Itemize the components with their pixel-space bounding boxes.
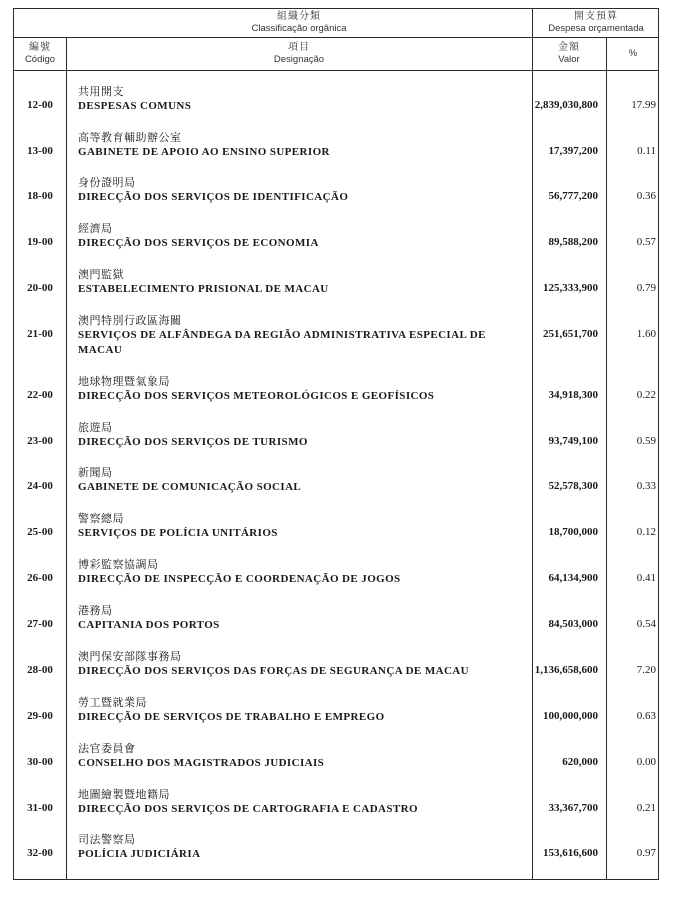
row-name-zh: 經濟局 [78, 223, 113, 235]
row-code: 28-00 [27, 664, 53, 676]
row-value: 17,397,200 [548, 145, 598, 157]
row-name-pt: ESTABELECIMENTO PRISIONAL DE MACAU [78, 283, 329, 296]
row-percent: 0.57 [636, 236, 656, 248]
row-name-zh: 身份證明局 [78, 177, 136, 189]
amount-header [532, 42, 606, 65]
header-divider-1 [14, 37, 658, 38]
row-value: 1,136,658,600 [534, 664, 598, 676]
row-value: 153,616,600 [543, 847, 598, 859]
row-name-pt: GABINETE DE APOIO AO ENSINO SUPERIOR [78, 146, 330, 159]
row-name-pt: CONSELHO DOS MAGISTRADOS JUDICIAIS [78, 757, 325, 770]
row-code: 23-00 [27, 435, 53, 447]
code-pt: Código [24, 54, 56, 65]
row-percent: 0.79 [636, 282, 656, 294]
row-name-zh: 旅遊局 [78, 422, 113, 434]
row-designation [78, 222, 514, 251]
row-name-pt: DIRECÇÃO DOS SERVIÇOS DE TURISMO [78, 436, 308, 449]
row-value: 100,000,000 [543, 710, 598, 722]
row-name-pt: DIRECÇÃO DOS SERVIÇOS METEOROLÓGICOS E GEOFÍSICOS [78, 390, 435, 403]
row-name-zh: 勞工暨就業局 [78, 697, 147, 709]
row-name-zh: 港務局 [78, 605, 113, 617]
row-percent: 0.22 [636, 389, 656, 401]
row-percent: 0.59 [636, 435, 656, 447]
code-header [14, 42, 66, 65]
row-value: 64,134,900 [548, 572, 598, 584]
row-designation [78, 375, 514, 404]
row-name-zh: 共用開支 [78, 86, 124, 98]
row-value: 125,333,900 [543, 282, 598, 294]
code-zh: 編號 [29, 42, 51, 53]
row-name-zh: 澳門特別行政區海關 [78, 315, 182, 327]
classification-pt: Classificação orgânica [251, 23, 347, 34]
budget-pt: Despesa orçamentada [548, 23, 644, 34]
row-value: 93,749,100 [548, 435, 598, 447]
percent-column-divider [606, 37, 607, 879]
row-name-zh: 博彩監察協調局 [78, 559, 159, 571]
row-percent: 0.97 [636, 847, 656, 859]
classification-header [66, 11, 532, 34]
row-value: 89,588,200 [548, 236, 598, 248]
item-header [66, 42, 532, 65]
row-code: 20-00 [27, 282, 53, 294]
row-code: 25-00 [27, 526, 53, 538]
row-designation [78, 131, 514, 160]
code-column-divider [66, 37, 67, 879]
budget-table [13, 8, 659, 880]
row-percent: 0.11 [637, 145, 656, 157]
row-name-pt: DESPESAS COMUNS [78, 100, 192, 113]
percent-header [606, 48, 660, 59]
row-value: 2,839,030,800 [534, 99, 598, 111]
item-zh: 項目 [288, 42, 310, 53]
row-code: 18-00 [27, 190, 53, 202]
row-code: 13-00 [27, 145, 53, 157]
row-designation [78, 604, 514, 633]
row-value: 33,367,700 [548, 802, 598, 814]
row-designation [78, 421, 514, 450]
row-name-pt: DIRECÇÃO DOS SERVIÇOS DAS FORÇAS DE SEGURANÇA DE MACAU [78, 665, 469, 678]
row-designation [78, 788, 514, 817]
row-code: 12-00 [27, 99, 53, 111]
row-percent: 0.54 [636, 618, 656, 630]
percent-symbol: % [628, 48, 638, 59]
budget-header [532, 11, 660, 34]
row-percent: 0.63 [636, 710, 656, 722]
row-name-pt: DIRECÇÃO DOS SERVIÇOS DE IDENTIFICAÇÃO [78, 191, 349, 204]
row-code: 30-00 [27, 756, 53, 768]
row-name-pt: DIRECÇÃO DOS SERVIÇOS DE CARTOGRAFIA E CADASTRO [78, 803, 418, 816]
row-percent: 1.60 [636, 328, 656, 340]
row-percent: 17.99 [631, 99, 656, 111]
row-name-pt-continued: MACAU [78, 343, 123, 356]
classification-zh: 組織分類 [277, 11, 321, 22]
row-code: 19-00 [27, 236, 53, 248]
row-code: 21-00 [27, 328, 53, 340]
row-name-zh: 法官委員會 [78, 743, 136, 755]
row-name-pt: GABINETE DE COMUNICAÇÃO SOCIAL [78, 481, 302, 494]
row-value: 34,918,300 [548, 389, 598, 401]
row-percent: 0.12 [636, 526, 656, 538]
row-value: 52,578,300 [548, 480, 598, 492]
row-name-zh: 地圖繪製暨地籍局 [78, 789, 170, 801]
row-code: 24-00 [27, 480, 53, 492]
row-designation [78, 85, 514, 114]
row-name-zh: 高等教育輔助辦公室 [78, 132, 182, 144]
row-designation [78, 833, 514, 862]
row-code: 32-00 [27, 847, 53, 859]
header-divider-2 [14, 70, 658, 71]
row-value: 56,777,200 [548, 190, 598, 202]
row-value: 620,000 [562, 756, 598, 768]
row-name-pt: SERVIÇOS DE POLÍCIA UNITÁRIOS [78, 527, 278, 540]
row-designation [78, 466, 514, 495]
row-value: 84,503,000 [548, 618, 598, 630]
row-percent: 0.00 [636, 756, 656, 768]
item-pt: Designação [273, 54, 325, 65]
row-percent: 7.20 [636, 664, 656, 676]
row-percent: 0.41 [636, 572, 656, 584]
row-code: 31-00 [27, 802, 53, 814]
row-designation [78, 268, 514, 297]
row-percent: 0.33 [636, 480, 656, 492]
row-name-zh: 地球物理暨氣象局 [78, 376, 170, 388]
row-name-pt: POLÍCIA JUDICIÁRIA [78, 848, 201, 861]
row-value: 251,651,700 [543, 328, 598, 340]
row-designation [78, 696, 514, 725]
row-name-pt: DIRECÇÃO DE SERVIÇOS DE TRABALHO E EMPREGO [78, 711, 385, 724]
row-name-zh: 司法警察局 [78, 834, 136, 846]
row-designation [78, 558, 514, 587]
row-name-pt: DIRECÇÃO DE INSPECÇÃO E COORDENAÇÃO DE JOGOS [78, 573, 401, 586]
row-name-pt: CAPITANIA DOS PORTOS [78, 619, 220, 632]
amount-pt: Valor [558, 54, 580, 65]
row-code: 29-00 [27, 710, 53, 722]
row-designation [78, 314, 514, 357]
amount-zh: 金額 [558, 42, 580, 53]
row-value: 18,700,000 [548, 526, 598, 538]
row-name-zh: 警察總局 [78, 513, 124, 525]
budget-zh: 開支預算 [574, 11, 618, 22]
row-designation [78, 512, 514, 541]
row-name-zh: 新聞局 [78, 467, 113, 479]
row-percent: 0.36 [636, 190, 656, 202]
row-designation [78, 650, 514, 679]
row-code: 27-00 [27, 618, 53, 630]
row-code: 22-00 [27, 389, 53, 401]
row-percent: 0.21 [636, 802, 656, 814]
row-designation [78, 742, 514, 771]
row-name-zh: 澳門監獄 [78, 269, 124, 281]
row-name-pt: DIRECÇÃO DOS SERVIÇOS DE ECONOMIA [78, 237, 319, 250]
row-name-zh: 澳門保安部隊事務局 [78, 651, 182, 663]
row-designation [78, 176, 514, 205]
row-code: 26-00 [27, 572, 53, 584]
row-name-pt: SERVIÇOS DE ALFÂNDEGA DA REGIÃO ADMINISTRATIVA ESPECIAL DE [78, 329, 486, 342]
